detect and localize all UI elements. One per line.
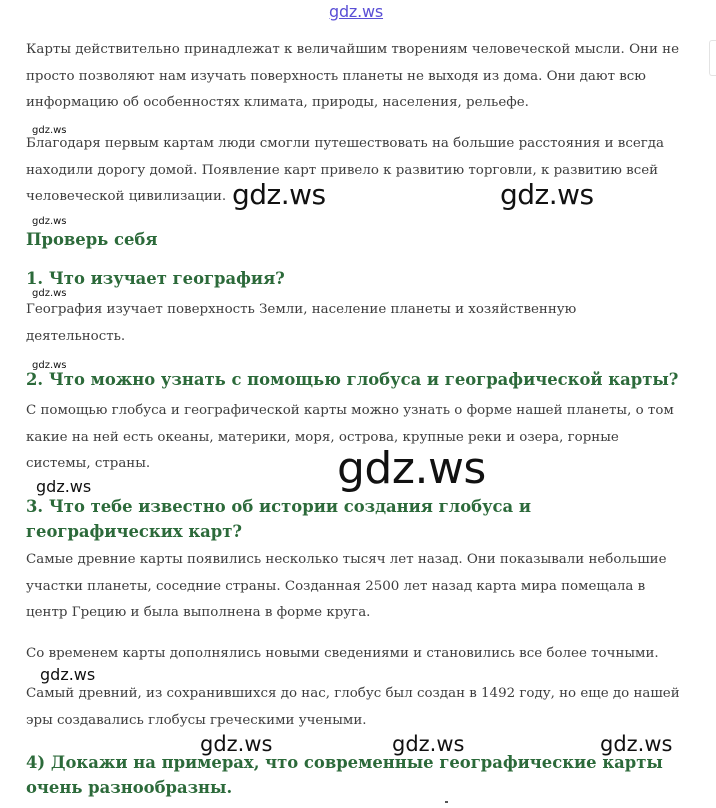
section-title: Проверь себя [26, 230, 158, 249]
watermark-top-link[interactable]: gdz.ws [329, 2, 384, 21]
answer-1: География изучает поверхность Земли, население планеты и хозяйственную деятельность. [26, 302, 577, 344]
watermark-small: gdz.ws [32, 216, 67, 227]
watermark-center: gdz.ws [337, 443, 486, 494]
watermark-footer: gdz.ws [600, 732, 673, 756]
watermark-footer: gdz.ws [392, 732, 465, 756]
answer-3-part-2: Со временем карты дополнялись новыми сведениями и становились все более точными. [26, 646, 659, 661]
watermark-big: gdz.ws [500, 178, 594, 211]
edge-widget [709, 40, 716, 76]
answer-2: С помощью глобуса и географической карты можно узнать о форме нашей планеты, о том какие на ней есть океаны, материки, моря, острова, крупные реки и озера, горные системы, страны. [26, 403, 674, 471]
watermark-medium: gdz.ws [40, 665, 96, 684]
watermark-big: gdz.ws [232, 178, 326, 211]
question-3: 3. Что тебе известно об истории создания глобуса и географических карт? [26, 497, 532, 541]
question-4: 4) Докажи на примерах, что современные географические карты очень разнообразны. [26, 753, 663, 797]
question-1: 1. Что изучает география? [26, 269, 285, 288]
paragraph-maps-importance: Карты действительно принадлежат к величайшим творениям человеческой мысли. Они не просто позволяют нам изучать поверхность планеты не выходя из дома. Они дают всю информацию об особенностях климата, природы, населения, рельефе. [26, 42, 680, 110]
answer-3-part-3: Самый древний, из сохранившихся до нас, глобус был создан в 1492 году, но еще до нашей эры создавались глобусы греческими учеными. [26, 686, 680, 728]
stray-mark [445, 801, 448, 803]
watermark-small: gdz.ws [32, 360, 67, 371]
watermark-footer: gdz.ws [200, 732, 273, 756]
question-2: 2. Что можно узнать с помощью глобуса и географической карты? [26, 370, 679, 389]
answer-3-part-1: Самые древние карты появились несколько тысяч лет назад. Они показывали небольшие участки планеты, соседние страны. Созданная 2500 лет назад карта мира помещала в центр Грецию и была выполнена в форме круга. [26, 552, 667, 620]
watermark-medium: gdz.ws [36, 477, 92, 496]
watermark-small: gdz.ws [32, 125, 67, 136]
watermark-small: gdz.ws [32, 288, 67, 299]
paragraph-first-maps: Благодаря первым картам люди смогли путешествовать на большие расстояния и всегда находили дорогу домой. Появление карт привело к развитию торговли, к развитию всей человеческой цивилизации. [26, 136, 665, 204]
